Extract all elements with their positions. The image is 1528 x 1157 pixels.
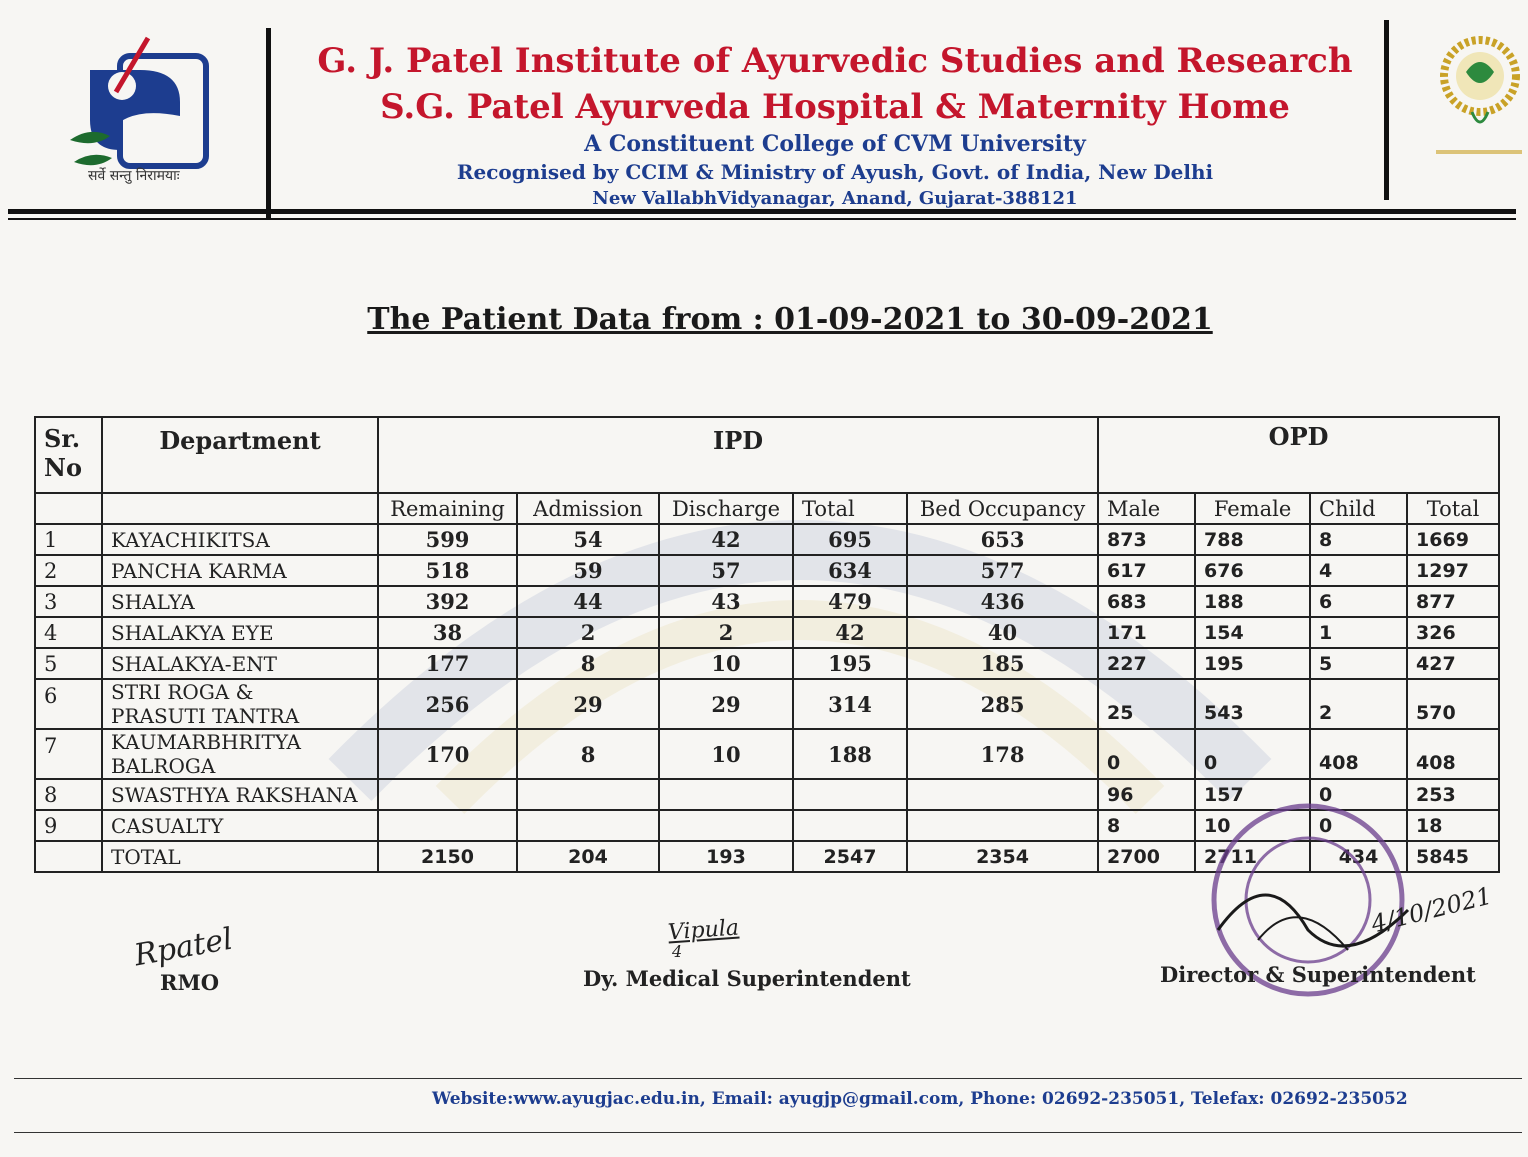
bed-occupancy-cell: 185 — [907, 648, 1098, 679]
opd-total-cell: 326 — [1407, 617, 1499, 648]
ipd-total-cell: 195 — [793, 648, 907, 679]
opd-total-cell: 877 — [1407, 586, 1499, 617]
dy-ms-signature-sub: 4 — [672, 942, 683, 961]
sr-no-sub-blank — [35, 493, 102, 524]
opd-total-cell: 1297 — [1407, 555, 1499, 586]
opd-total-total: 5845 — [1407, 841, 1499, 872]
child-cell: 8 — [1310, 524, 1407, 555]
remaining-cell: 518 — [378, 555, 517, 586]
ipd-total-cell — [793, 810, 907, 841]
male-cell: 683 — [1098, 586, 1195, 617]
male-cell: 96 — [1098, 779, 1195, 810]
table-row — [35, 617, 1499, 648]
discharge-cell: 10 — [659, 648, 793, 679]
opd-total-cell: 408 — [1407, 729, 1499, 779]
table-row — [35, 555, 1499, 586]
dy-ms-label: Dy. Medical Superintendent — [583, 966, 911, 991]
total-label: TOTAL — [102, 841, 378, 872]
female-cell: 676 — [1195, 555, 1310, 586]
admission-cell: 8 — [517, 729, 659, 779]
table-row — [35, 524, 1499, 555]
department-line2: PRASUTI TANTRA — [111, 704, 300, 728]
female-cell: 0 — [1195, 729, 1310, 779]
remaining-cell: 177 — [378, 648, 517, 679]
remaining-cell: 392 — [378, 586, 517, 617]
ipd-total-cell: 695 — [793, 524, 907, 555]
admission-cell: 44 — [517, 586, 659, 617]
ipd-total-cell: 634 — [793, 555, 907, 586]
opd-total-cell: 427 — [1407, 648, 1499, 679]
table-row — [35, 648, 1499, 679]
admission-total: 204 — [517, 841, 659, 872]
sr-no-cell: 9 — [35, 810, 102, 841]
opd-total-cell: 570 — [1407, 679, 1499, 729]
female-header: Female — [1195, 493, 1310, 524]
sr-no-cell: 6 — [35, 679, 102, 729]
opd-total-cell: 18 — [1407, 810, 1499, 841]
admission-cell — [517, 779, 659, 810]
discharge-cell — [659, 810, 793, 841]
discharge-header: Discharge — [659, 493, 793, 524]
sr-no-header-line1: Sr. — [44, 424, 81, 453]
female-cell: 788 — [1195, 524, 1310, 555]
opd-header: OPD — [1098, 417, 1499, 493]
male-cell: 8 — [1098, 810, 1195, 841]
department-cell — [102, 729, 378, 779]
sr-no-cell: 3 — [35, 586, 102, 617]
discharge-cell: 10 — [659, 729, 793, 779]
ipd-total-cell — [793, 779, 907, 810]
header-rule-thick — [8, 209, 1516, 214]
table-row — [35, 679, 1499, 729]
bed-occupancy-total: 2354 — [907, 841, 1098, 872]
department-cell: PANCHA KARMA — [102, 555, 378, 586]
ipd-total-cell: 479 — [793, 586, 907, 617]
bed-occupancy-header: Bed Occupancy — [907, 493, 1098, 524]
institute-name: G. J. Patel Institute of Ayurvedic Studies and Research — [317, 41, 1353, 81]
bed-occupancy-cell: 436 — [907, 586, 1098, 617]
male-cell: 873 — [1098, 524, 1195, 555]
admission-cell: 8 — [517, 648, 659, 679]
child-cell: 408 — [1310, 729, 1407, 779]
child-total: 434 — [1310, 841, 1407, 872]
female-cell: 195 — [1195, 648, 1310, 679]
bed-occupancy-cell: 653 — [907, 524, 1098, 555]
header-divider-left — [266, 28, 271, 218]
female-cell: 157 — [1195, 779, 1310, 810]
rmo-signature: Rpatel — [131, 921, 236, 974]
header-divider-right — [1384, 20, 1389, 200]
institute-header — [290, 38, 1380, 212]
child-cell: 6 — [1310, 586, 1407, 617]
child-cell: 4 — [1310, 555, 1407, 586]
address-line: New VallabhVidyanagar, Anand, Gujarat-388121 — [592, 188, 1078, 209]
sr-no-cell: 4 — [35, 617, 102, 648]
ipd-total-header: Total — [793, 493, 907, 524]
remaining-cell: 256 — [378, 679, 517, 729]
bed-occupancy-cell: 285 — [907, 679, 1098, 729]
dy-ms-signature: Vipula — [667, 915, 740, 946]
opd-total-header: Total — [1407, 493, 1499, 524]
table-row — [35, 729, 1499, 779]
male-total: 2700 — [1098, 841, 1195, 872]
female-cell: 10 — [1195, 810, 1310, 841]
discharge-cell: 57 — [659, 555, 793, 586]
bed-occupancy-cell: 40 — [907, 617, 1098, 648]
admission-cell: 29 — [517, 679, 659, 729]
footer-rule-bottom — [14, 1132, 1522, 1133]
department-cell: SHALAKYA EYE — [102, 617, 378, 648]
hospital-name: S.G. Patel Ayurveda Hospital & Maternity Home — [380, 87, 1290, 127]
director-date: 4/10/2021 — [1368, 881, 1495, 939]
sr-no-cell: 1 — [35, 524, 102, 555]
department-cell: CASUALTY — [102, 810, 378, 841]
male-cell: 0 — [1098, 729, 1195, 779]
admission-cell: 54 — [517, 524, 659, 555]
bed-occupancy-cell: 178 — [907, 729, 1098, 779]
rmo-label: RMO — [160, 970, 219, 995]
department-cell: SHALAKYA-ENT — [102, 648, 378, 679]
opd-total-cell: 1669 — [1407, 524, 1499, 555]
child-cell: 1 — [1310, 617, 1407, 648]
bed-occupancy-cell: 577 — [907, 555, 1098, 586]
ipd-header: IPD — [378, 417, 1098, 493]
department-header: Department — [102, 417, 378, 493]
male-cell: 25 — [1098, 679, 1195, 729]
female-cell: 154 — [1195, 617, 1310, 648]
opd-total-cell: 253 — [1407, 779, 1499, 810]
child-cell: 0 — [1310, 779, 1407, 810]
discharge-cell — [659, 779, 793, 810]
department-sub-blank — [102, 493, 378, 524]
admission-cell: 2 — [517, 617, 659, 648]
ipd-total-cell: 314 — [793, 679, 907, 729]
department-cell — [102, 679, 378, 729]
sr-no-header-line2: No — [44, 453, 82, 482]
remaining-cell: 38 — [378, 617, 517, 648]
sr-no-header — [35, 417, 102, 493]
remaining-header: Remaining — [378, 493, 517, 524]
footer-rule-top — [14, 1078, 1522, 1079]
discharge-cell: 29 — [659, 679, 793, 729]
ipd-total-cell: 188 — [793, 729, 907, 779]
sr-no-cell: 8 — [35, 779, 102, 810]
department-cell: KAYACHIKITSA — [102, 524, 378, 555]
recognition-line: Recognised by CCIM & Ministry of Ayush, Govt. of India, New Delhi — [456, 160, 1214, 184]
admission-cell: 59 — [517, 555, 659, 586]
female-cell: 543 — [1195, 679, 1310, 729]
department-cell: SWASTHYA RAKSHANA — [102, 779, 378, 810]
female-cell: 188 — [1195, 586, 1310, 617]
institute-motto: सर्वे सन्तु निरामयाः — [88, 168, 180, 184]
remaining-total: 2150 — [378, 841, 517, 872]
document-title: The Patient Data from : 01-09-2021 to 30-09-2021 — [367, 302, 1213, 337]
table-row — [35, 586, 1499, 617]
bed-occupancy-cell — [907, 810, 1098, 841]
sr-no-cell: 5 — [35, 648, 102, 679]
child-cell: 5 — [1310, 648, 1407, 679]
remaining-cell: 170 — [378, 729, 517, 779]
sr-no-cell-blank — [35, 841, 102, 872]
child-cell: 0 — [1310, 810, 1407, 841]
male-cell: 227 — [1098, 648, 1195, 679]
department-line1: STRI ROGA & — [111, 680, 254, 704]
discharge-cell: 2 — [659, 617, 793, 648]
director-label: Director & Superintendent — [1160, 962, 1476, 987]
male-header: Male — [1098, 493, 1195, 524]
ipd-total-total: 2547 — [793, 841, 907, 872]
department-line2: BALROGA — [111, 754, 216, 778]
child-header: Child — [1310, 493, 1407, 524]
footer-contact: Website:www.ayugjac.edu.in, Email: ayugjp@gmail.com, Phone: 02692-235051, Telefax: 02692-235052 — [432, 1089, 1408, 1109]
remaining-cell: 599 — [378, 524, 517, 555]
child-cell: 2 — [1310, 679, 1407, 729]
remaining-cell — [378, 779, 517, 810]
department-line1: KAUMARBHRITYA — [111, 730, 301, 754]
discharge-cell: 42 — [659, 524, 793, 555]
male-cell: 171 — [1098, 617, 1195, 648]
university-emblem-icon — [1432, 22, 1522, 162]
admission-cell — [517, 810, 659, 841]
discharge-cell: 43 — [659, 586, 793, 617]
discharge-total: 193 — [659, 841, 793, 872]
department-cell: SHALYA — [102, 586, 378, 617]
male-cell: 617 — [1098, 555, 1195, 586]
ipd-total-cell: 42 — [793, 617, 907, 648]
female-total: 2711 — [1195, 841, 1310, 872]
remaining-cell — [378, 810, 517, 841]
header-rule-thin — [8, 218, 1516, 220]
constituent-line: A Constituent College of CVM University — [584, 131, 1086, 157]
bed-occupancy-cell — [907, 779, 1098, 810]
sr-no-cell: 2 — [35, 555, 102, 586]
admission-header: Admission — [517, 493, 659, 524]
sr-no-cell: 7 — [35, 729, 102, 779]
